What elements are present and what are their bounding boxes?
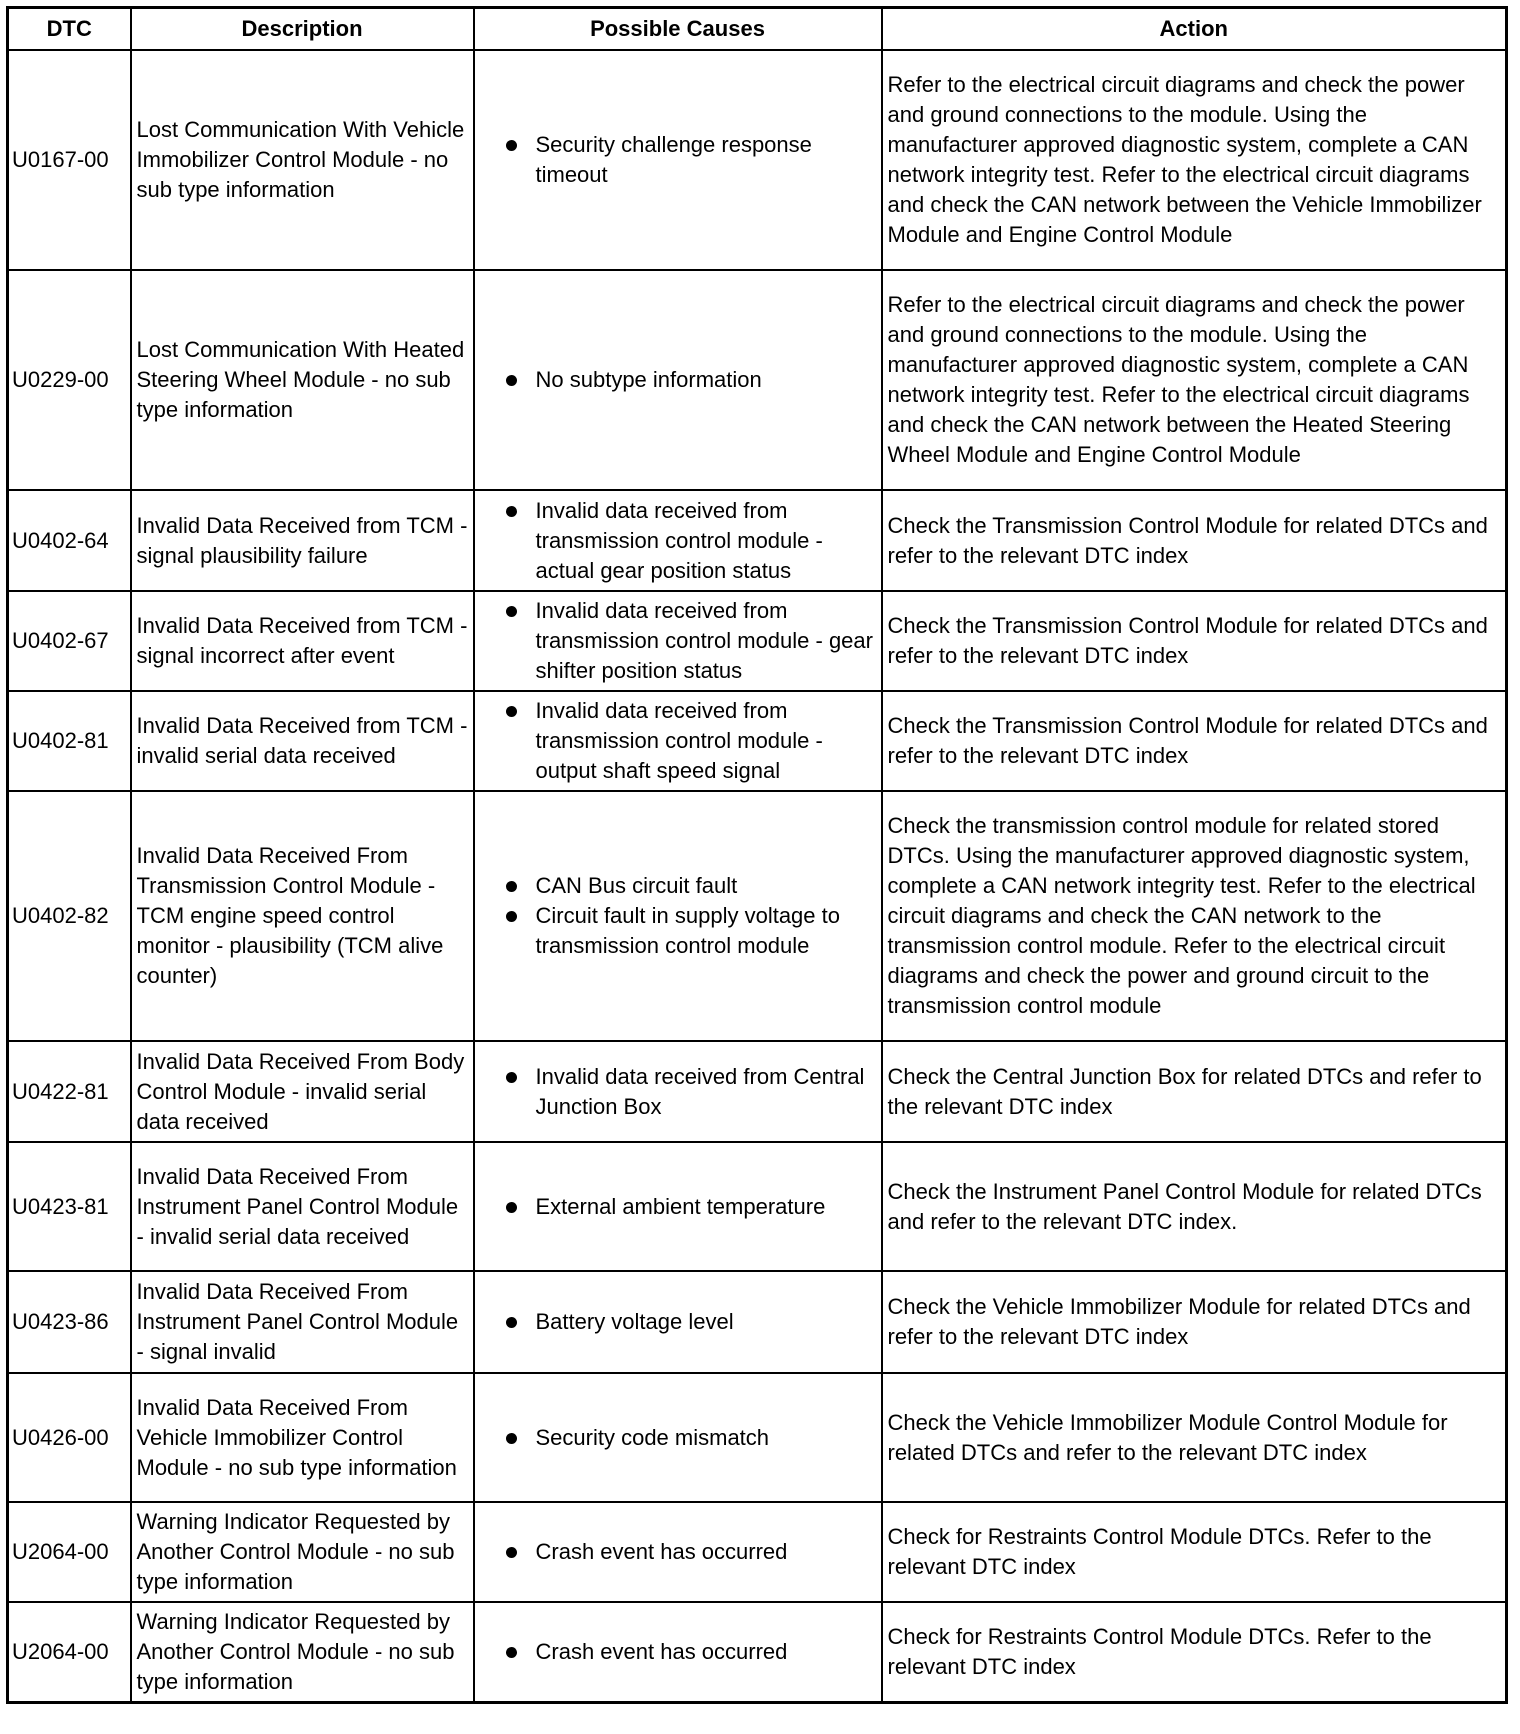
action: Check the Instrument Panel Control Module for related DTCs and refer to the relevant DTC index.	[882, 1142, 1507, 1271]
causes-list	[480, 696, 876, 786]
dtc-code: U0423-81	[8, 1142, 131, 1271]
action: Check the Vehicle Immobilizer Module for related DTCs and refer to the relevant DTC index	[882, 1271, 1507, 1373]
dtc-table	[6, 6, 1508, 1704]
cause-item: Invalid data received from transmission control module - output shaft speed signal	[506, 696, 876, 786]
dtc-code: U0402-81	[8, 691, 131, 791]
possible-causes	[474, 1271, 882, 1373]
dtc-code: U0402-64	[8, 490, 131, 591]
description: Invalid Data Received From Vehicle Immobilizer Control Module - no sub type information	[131, 1373, 474, 1502]
causes-list	[480, 1192, 876, 1222]
cause-item: Security challenge response timeout	[506, 130, 876, 190]
table-row	[8, 791, 1507, 1041]
dtc-code: U0402-67	[8, 591, 131, 691]
cause-item: Crash event has occurred	[506, 1637, 876, 1667]
possible-causes	[474, 490, 882, 591]
causes-list	[480, 596, 876, 686]
cause-item: Crash event has occurred	[506, 1537, 876, 1567]
description: Invalid Data Received from TCM - signal incorrect after event	[131, 591, 474, 691]
description: Invalid Data Received from TCM - signal plausibility failure	[131, 490, 474, 591]
table-row	[8, 1602, 1507, 1702]
action: Check the transmission control module for related stored DTCs. Using the manufacturer approved diagnostic system, complete a CAN network integrity test. Refer to the electrical circuit diagrams and check the CAN network to the transmission control module. Refer to the electrical circuit diagrams and check the power and ground circuit to the transmission control module	[882, 791, 1507, 1041]
possible-causes	[474, 791, 882, 1041]
cause-item: No subtype information	[506, 365, 876, 395]
causes-list	[480, 1537, 876, 1567]
table-row	[8, 490, 1507, 591]
causes-list	[480, 871, 876, 961]
dtc-code: U0402-82	[8, 791, 131, 1041]
header-action: Action	[882, 8, 1507, 51]
header-dtc: DTC	[8, 8, 131, 51]
cause-item: CAN Bus circuit fault	[506, 871, 876, 901]
cause-item: Security code mismatch	[506, 1423, 876, 1453]
possible-causes	[474, 270, 882, 490]
causes-list	[480, 1062, 876, 1122]
cause-item: Invalid data received from transmission control module - gear shifter position status	[506, 596, 876, 686]
causes-list	[480, 365, 876, 395]
table-row	[8, 1041, 1507, 1142]
causes-list	[480, 496, 876, 586]
table-row	[8, 1142, 1507, 1271]
table-row	[8, 1373, 1507, 1502]
dtc-code: U0426-00	[8, 1373, 131, 1502]
table-row	[8, 1502, 1507, 1602]
description: Invalid Data Received From Transmission Control Module - TCM engine speed control monitor - plausibility (TCM alive counter)	[131, 791, 474, 1041]
header-description: Description	[131, 8, 474, 51]
description: Invalid Data Received from TCM - invalid serial data received	[131, 691, 474, 791]
action: Check the Transmission Control Module for related DTCs and refer to the relevant DTC index	[882, 490, 1507, 591]
table-row	[8, 50, 1507, 270]
action: Check the Transmission Control Module for related DTCs and refer to the relevant DTC index	[882, 691, 1507, 791]
action: Check the Central Junction Box for related DTCs and refer to the relevant DTC index	[882, 1041, 1507, 1142]
dtc-code: U0229-00	[8, 270, 131, 490]
description: Warning Indicator Requested by Another Control Module - no sub type information	[131, 1502, 474, 1602]
possible-causes	[474, 1041, 882, 1142]
possible-causes	[474, 1602, 882, 1702]
action: Check for Restraints Control Module DTCs. Refer to the relevant DTC index	[882, 1602, 1507, 1702]
table-row	[8, 270, 1507, 490]
description: Lost Communication With Vehicle Immobilizer Control Module - no sub type information	[131, 50, 474, 270]
action: Refer to the electrical circuit diagrams and check the power and ground connections to the module. Using the manufacturer approved diagnostic system, complete a CAN network integrity test. Refer to the electrical circuit diagrams and check the CAN network between the Heated Steering Wheel Module and Engine Control Module	[882, 270, 1507, 490]
cause-item: Invalid data received from Central Junction Box	[506, 1062, 876, 1122]
table-row	[8, 1271, 1507, 1373]
dtc-code: U2064-00	[8, 1602, 131, 1702]
action: Check for Restraints Control Module DTCs. Refer to the relevant DTC index	[882, 1502, 1507, 1602]
description: Invalid Data Received From Instrument Panel Control Module - invalid serial data received	[131, 1142, 474, 1271]
causes-list	[480, 1423, 876, 1453]
action: Check the Vehicle Immobilizer Module Control Module for related DTCs and refer to the relevant DTC index	[882, 1373, 1507, 1502]
action: Check the Transmission Control Module for related DTCs and refer to the relevant DTC index	[882, 591, 1507, 691]
possible-causes	[474, 50, 882, 270]
header-row	[8, 8, 1507, 51]
description: Invalid Data Received From Instrument Panel Control Module - signal invalid	[131, 1271, 474, 1373]
header-possible-causes: Possible Causes	[474, 8, 882, 51]
description: Warning Indicator Requested by Another Control Module - no sub type information	[131, 1602, 474, 1702]
dtc-code: U2064-00	[8, 1502, 131, 1602]
action: Refer to the electrical circuit diagrams and check the power and ground connections to the module. Using the manufacturer approved diagnostic system, complete a CAN network integrity test. Refer to the electrical circuit diagrams and check the CAN network between the Vehicle Immobilizer Module and Engine Control Module	[882, 50, 1507, 270]
table-row	[8, 591, 1507, 691]
causes-list	[480, 1307, 876, 1337]
cause-item: Battery voltage level	[506, 1307, 876, 1337]
cause-item: Invalid data received from transmission control module - actual gear position status	[506, 496, 876, 586]
description: Invalid Data Received From Body Control Module - invalid serial data received	[131, 1041, 474, 1142]
possible-causes	[474, 1373, 882, 1502]
cause-item: Circuit fault in supply voltage to transmission control module	[506, 901, 876, 961]
dtc-code: U0423-86	[8, 1271, 131, 1373]
possible-causes	[474, 591, 882, 691]
dtc-code: U0422-81	[8, 1041, 131, 1142]
possible-causes	[474, 1502, 882, 1602]
description: Lost Communication With Heated Steering Wheel Module - no sub type information	[131, 270, 474, 490]
dtc-code: U0167-00	[8, 50, 131, 270]
possible-causes	[474, 691, 882, 791]
possible-causes	[474, 1142, 882, 1271]
table-row	[8, 691, 1507, 791]
causes-list	[480, 1637, 876, 1667]
cause-item: External ambient temperature	[506, 1192, 876, 1222]
causes-list	[480, 130, 876, 190]
